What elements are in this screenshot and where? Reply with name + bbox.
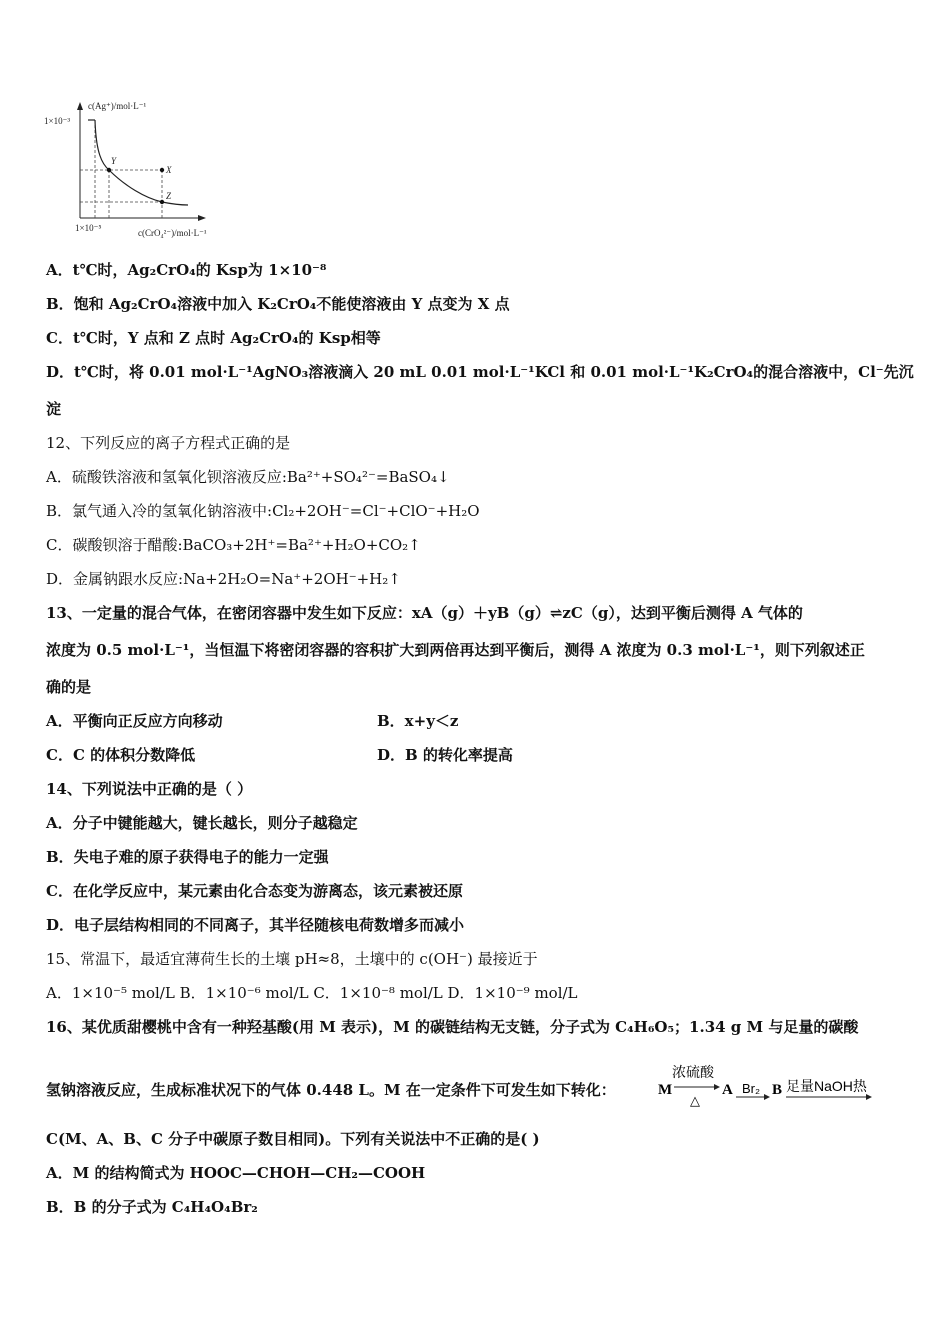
scheme-m: M <box>658 1082 673 1098</box>
point-z-label: Z <box>166 191 172 201</box>
reaction-scheme-svg <box>656 1063 896 1113</box>
scheme-b: B <box>772 1082 783 1098</box>
point-y-label: Y <box>111 156 117 166</box>
q11-option-b: B．饱和 Ag₂CrO₄溶液中加入 K₂CrO₄不能使溶液由 Y 点变为 X 点 <box>46 295 510 313</box>
y-tick-label: 1×10⁻³ <box>44 116 71 126</box>
q16-stem-line1: 16、某优质甜樱桃中含有一种羟基酸(用 M 表示)，M 的碳链结构无支链，分子式为 C₄H₆O₅；1.34 g M 与足量的碳酸 <box>46 1018 859 1036</box>
x-tick-label: 1×10⁻⁵ <box>75 223 102 233</box>
q15-stem: 15、常温下，最适宜薄荷生长的土壤 pH≈8，土壤中的 c(OH⁻) 最接近于 <box>46 950 538 968</box>
q12-option-d: D．金属钠跟水反应:Na+2H₂O=Na⁺+2OH⁻+H₂↑ <box>46 570 401 588</box>
scheme-arrow2-head <box>764 1094 770 1100</box>
q13-option-b: B．x+y＜z <box>377 712 459 730</box>
q12-stem: 12、下列反应的离子方程式正确的是 <box>46 434 291 452</box>
q12-option-a: A．硫酸铁溶液和氢氧化钡溶液反应:Ba²⁺+SO₄²⁻=BaSO₄↓ <box>46 468 450 486</box>
x-axis-arrow <box>198 215 206 221</box>
q14-option-a: A．分子中键能越大，键长越长，则分子越稳定 <box>46 814 358 832</box>
q11-option-c: C．t℃时，Y 点和 Z 点时 Ag₂CrO₄的 Ksp相等 <box>46 329 381 347</box>
scheme-cond2: Br₂ <box>742 1081 761 1096</box>
q11-option-d-line2: 淀 <box>46 400 62 418</box>
q13-option-a: A．平衡向正反应方向移动 <box>46 712 223 730</box>
q12-option-b: B．氯气通入冷的氢氧化钠溶液中:Cl₂+2OH⁻=Cl⁻+ClO⁻+H₂O <box>46 502 480 520</box>
point-x-label: X <box>166 165 172 175</box>
q16-stem-line3: C(M、A、B、C 分子中碳原子数目相同)。下列有关说法中不正确的是( ) <box>46 1130 540 1148</box>
scheme-arrow1-head <box>714 1084 720 1090</box>
q13-stem-line2: 浓度为 0.5 mol·L⁻¹，当恒温下将密闭容器的容积扩大到两倍再达到平衡后，测得 A 浓度为 0.3 mol·L⁻¹，则下列叙述正 <box>46 641 865 659</box>
x-axis-label: c(CrO₄²⁻)/mol·L⁻¹ <box>138 228 207 238</box>
q14-stem: 14、下列说法中正确的是（ ） <box>46 780 253 798</box>
q15-options: A．1×10⁻⁵ mol/L B．1×10⁻⁶ mol/L C．1×10⁻⁸ mol/L D．1×10⁻⁹ mol/L <box>46 984 578 1002</box>
scheme-cond1-top: 浓硫酸 <box>672 1064 714 1080</box>
point-z <box>160 200 164 204</box>
q14-option-d: D．电子层结构相同的不同离子，其半径随核电荷数增多而减小 <box>46 916 465 934</box>
q16-stem-line2: 氢钠溶液反应，生成标准状况下的气体 0.448 L。M 在一定条件下可发生如下转化： <box>46 1081 616 1099</box>
q13-stem-line1: 13、一定量的混合气体，在密闭容器中发生如下反应：xA（g）＋yB（g）⇌zC（g），达到平衡后测得 A 气体的 <box>46 604 803 622</box>
point-y <box>107 168 111 172</box>
q13-stem-line3: 确的是 <box>46 678 92 696</box>
q13-option-c: C．C 的体积分数降低 <box>46 746 196 764</box>
ksp-curve-svg <box>40 98 240 240</box>
q16-option-a: A．M 的结构简式为 HOOC—CHOH—CH₂—COOH <box>46 1164 426 1182</box>
y-axis-label: c(Ag⁺)/mol·L⁻¹ <box>88 101 147 111</box>
q16-reaction-scheme <box>656 1063 896 1113</box>
q13-option-d: D．B 的转化率提高 <box>377 746 513 764</box>
q12-option-c: C．碳酸钡溶于醋酸:BaCO₃+2H⁺=Ba²⁺+H₂O+CO₂↑ <box>46 536 421 554</box>
q11-option-d-line1: D．t℃时，将 0.01 mol·L⁻¹AgNO₃溶液滴入 20 mL 0.01 mol·L⁻¹KCl 和 0.01 mol·L⁻¹K₂CrO₄的混合溶液中，Cl⁻先沉 <box>46 363 914 381</box>
scheme-arrow3-head <box>866 1094 872 1100</box>
q16-option-b: B．B 的分子式为 C₄H₄O₄Br₂ <box>46 1198 258 1216</box>
point-x <box>160 168 164 172</box>
scheme-cond1-bottom: △ <box>690 1093 700 1108</box>
q11-option-a: A．t℃时，Ag₂CrO₄的 Ksp为 1×10⁻⁸ <box>46 261 327 279</box>
scheme-cond3: 足量NaOH热 <box>786 1078 867 1094</box>
q14-option-c: C．在化学反应中，某元素由化合态变为游离态，该元素被还原 <box>46 882 463 900</box>
y-axis-arrow <box>77 102 83 110</box>
scheme-a: A <box>722 1082 733 1098</box>
ksp-curve-figure <box>40 98 240 240</box>
q14-option-b: B．失电子难的原子获得电子的能力一定强 <box>46 848 329 866</box>
